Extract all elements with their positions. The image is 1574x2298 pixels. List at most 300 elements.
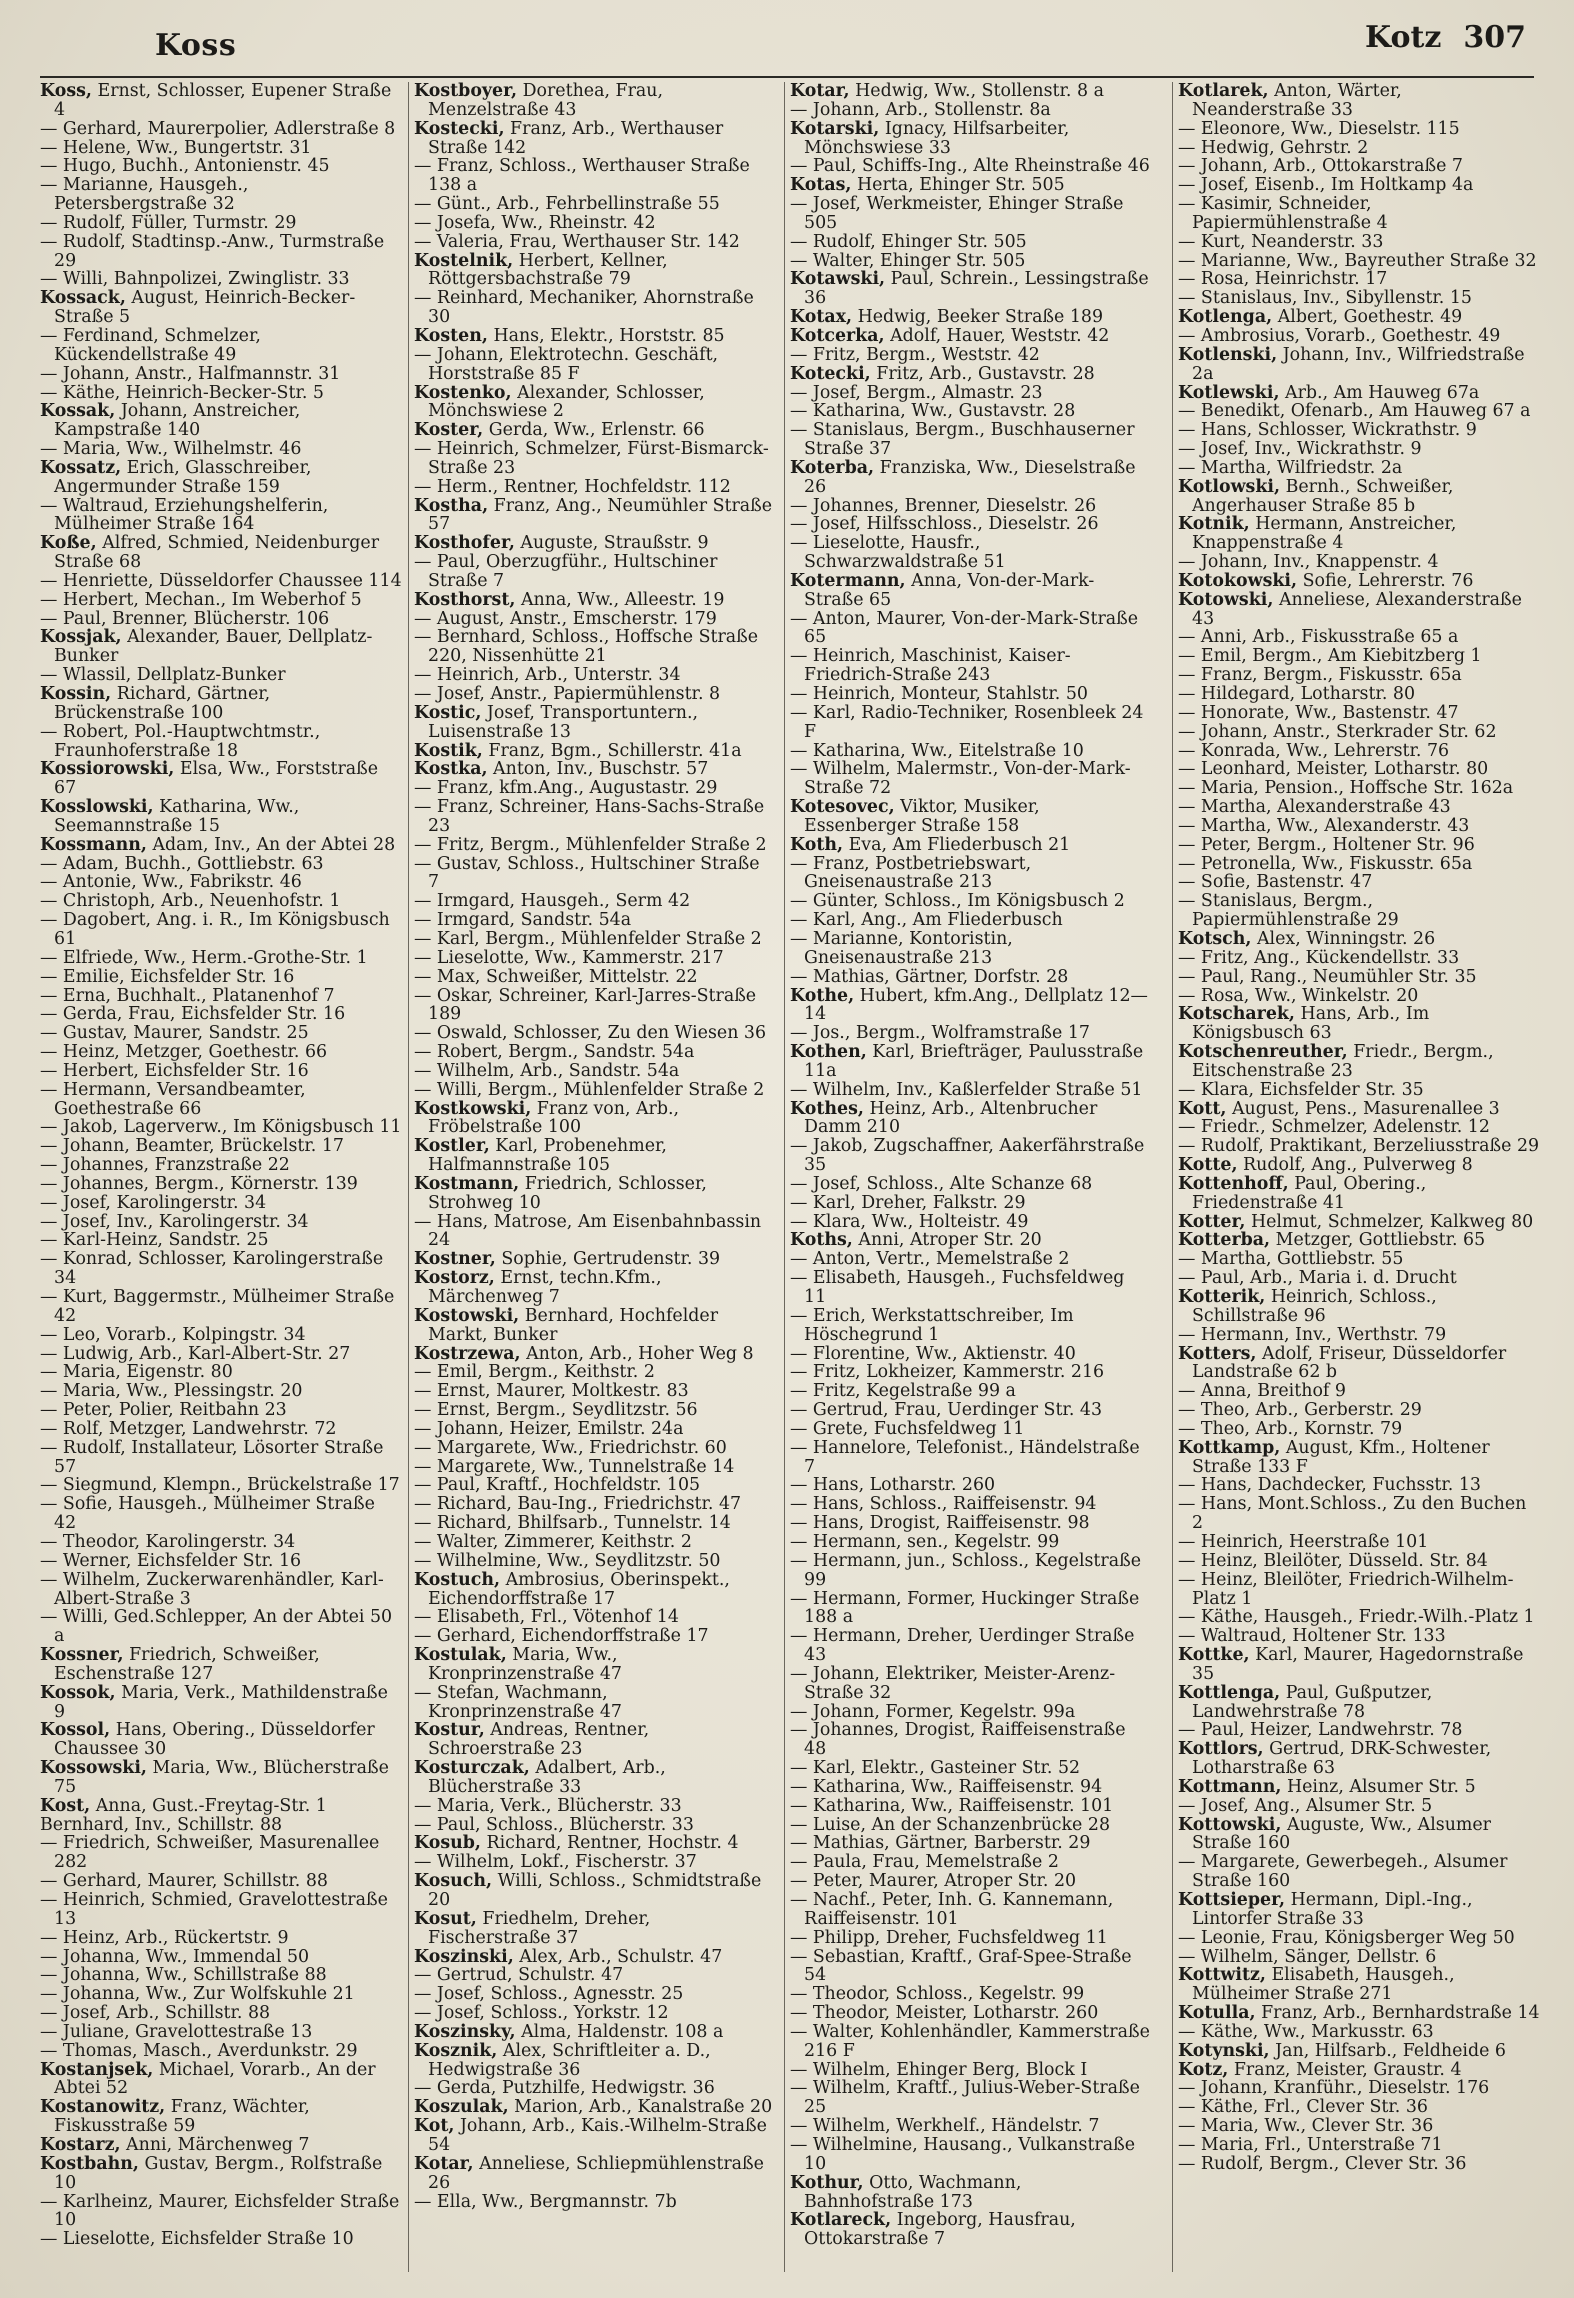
entry-details: — Johannes, Franzstraße 22: [40, 1155, 290, 1176]
entry-details: — Hans, Dachdecker, Fuchsstr. 13: [1178, 1475, 1481, 1496]
directory-entry: [790, 911, 1152, 930]
entry-surname: Kostler,: [414, 1136, 490, 1157]
directory-entry: [1178, 685, 1540, 704]
entry-details: — Maria, Verk., Blücherstr. 33: [414, 1795, 682, 1816]
entry-details: — Johann, Heizer, Emilstr. 24a: [414, 1418, 684, 1439]
entry-details: — Waltraud, Holtener Str. 133: [1178, 1626, 1446, 1647]
directory-entry: [790, 1194, 1152, 1213]
entry-details: — Johann, Inv., Knappenstr. 4: [1178, 552, 1439, 573]
directory-entry: [790, 1043, 1152, 1081]
entry-surname: Kossok,: [40, 1682, 116, 1703]
directory-entry: [790, 1514, 1152, 1533]
directory-entry: [414, 289, 776, 327]
entry-details: — Philipp, Dreher, Fuchsfeldweg 11: [790, 1927, 1108, 1948]
directory-entry: [40, 270, 402, 289]
entry-details: Bernhard, Inv., Schillstr. 88: [40, 1814, 283, 1835]
column-3: [790, 82, 1152, 2272]
directory-entry: [414, 779, 776, 798]
entry-details: — Franz, Bergm., Fiskusstr. 65a: [1178, 665, 1462, 686]
entry-surname: Kostecki,: [414, 118, 505, 139]
directory-entry: [414, 120, 776, 158]
directory-entry: [40, 1891, 402, 1929]
directory-entry: [414, 1062, 776, 1081]
directory-entry: [790, 1816, 1152, 1835]
entry-details: Karl, Maurer, Hagedornstraße 35: [1192, 1645, 1524, 1684]
entry-details: — Gerda, Putzhilfe, Hedwigstr. 36: [414, 2078, 715, 2099]
directory-entry: [790, 1721, 1152, 1759]
directory-entry: [790, 1891, 1152, 1929]
directory-entry: [1178, 1439, 1540, 1477]
directory-entry: [414, 2023, 776, 2042]
header-left-title: Koss: [155, 28, 237, 63]
directory-entry: [790, 2117, 1152, 2136]
entry-details: Hubert, kfm.Ang., Dellplatz 12—14: [804, 985, 1148, 1025]
entry-details: — Wilhelm, Kraftf., Julius-Weber-Straße 25: [790, 2078, 1140, 2118]
entry-details: — Johann, Elektriker, Meister-Arenz-Straße 32: [790, 1663, 1116, 1703]
directory-entry: [790, 647, 1152, 685]
entry-surname: Kosut,: [414, 1908, 477, 1929]
directory-entry: [40, 1175, 402, 1194]
entry-details: Michael, Vorarb., An der Abtei 52: [54, 2059, 376, 2099]
entry-details: — Sebastian, Kraftf., Graf-Spee-Straße 54: [790, 1946, 1132, 1986]
entry-details: — Käthe, Frl., Clever Str. 36: [1178, 2097, 1428, 2118]
directory-entry: [790, 1797, 1152, 1816]
directory-entry: [790, 2079, 1152, 2117]
directory-entry: [790, 1175, 1152, 1194]
directory-entry: [790, 610, 1152, 648]
column-divider: [408, 82, 409, 2272]
entry-details: — Ambrosius, Vorarb., Goethestr. 49: [1178, 325, 1501, 346]
entry-surname: Kot,: [414, 2116, 455, 2137]
entry-details: — Wilhelm, Inv., Kaßlerfelder Straße 51: [790, 1079, 1143, 1100]
entry-details: — Konrada, Ww., Lehrerstr. 76: [1178, 740, 1450, 761]
entry-details: Maria, Verk., Mathildenstraße 9: [54, 1682, 388, 1722]
directory-entry: [414, 1533, 776, 1552]
directory-entry: [790, 685, 1152, 704]
entry-surname: Kosub,: [414, 1833, 481, 1854]
entry-surname: Kostboyer,: [414, 82, 518, 101]
entry-details: — Jakob, Lagerverw., Im Königsbusch 11: [40, 1117, 402, 1138]
entry-details: — Paul, Rang., Neumühler Str. 35: [1178, 966, 1477, 987]
directory-entry: [1178, 704, 1540, 723]
entry-details: — Hermann, Dreher, Uerdinger Straße 43: [790, 1626, 1135, 1666]
entry-details: Hans, Arb., Im Königsbusch 63: [1192, 1004, 1430, 1044]
directory-entry: [790, 1401, 1152, 1420]
entry-surname: Kostka,: [414, 759, 488, 780]
entry-details: Friedrich, Schweißer, Eschenstraße 127: [54, 1645, 320, 1684]
entry-details: Elisabeth, Hausgeh., Mülheimer Straße 271: [1192, 1965, 1455, 2005]
entry-details: Auguste, Straußstr. 9: [514, 533, 709, 554]
directory-entry: [40, 1495, 402, 1533]
directory-entry: [40, 1834, 402, 1872]
entry-surname: Kothes,: [790, 1098, 864, 1119]
entry-details: — Johanna, Ww., Schillstraße 88: [40, 1965, 327, 1986]
entry-details: Marion, Arb., Kanalstraße 20: [508, 2097, 773, 2118]
entry-details: — Margarete, Ww., Tunnelstraße 14: [414, 1456, 735, 1477]
entry-details: — Johann, Beamter, Brückelstr. 17: [40, 1136, 344, 1157]
entry-surname: Kosturczak,: [414, 1758, 530, 1779]
entry-surname: Kotte,: [1178, 1155, 1238, 1176]
entry-surname: Kostik,: [414, 740, 483, 761]
directory-entry: [1178, 2117, 1540, 2136]
directory-entry: [40, 628, 402, 666]
directory-entry: [414, 1495, 776, 1514]
entry-details: Alex, Arb., Schulstr. 47: [513, 1946, 723, 1967]
directory-entry: [1178, 1288, 1540, 1326]
entry-surname: Kotsch,: [1178, 928, 1252, 949]
directory-entry: [790, 101, 1152, 120]
directory-entry: [414, 1420, 776, 1439]
entry-details: Ignacy, Hilfsarbeiter, Mönchswiese 33: [804, 118, 1070, 158]
entry-details: — Gertrud, Frau, Uerdinger Str. 43: [790, 1400, 1103, 1421]
directory-entry: [414, 1401, 776, 1420]
directory-entry: [1178, 723, 1540, 742]
entry-details: — Paula, Frau, Memelstraße 2: [790, 1852, 1059, 1873]
directory-entry: [1178, 628, 1540, 647]
entry-details: — Juliane, Gravelottestraße 13: [40, 2021, 313, 2042]
directory-entry: [1178, 327, 1540, 346]
directory-entry: [414, 1514, 776, 1533]
directory-entry: [40, 1816, 402, 1835]
entry-details: — Hugo, Buchh., Antonienstr. 45: [40, 156, 330, 177]
entry-surname: Kostelnik,: [414, 250, 514, 271]
entry-details: — Lieselotte, Hausfr., Schwarzwaldstraße 51: [790, 533, 1006, 573]
directory-entry: [40, 139, 402, 158]
directory-entry: [790, 270, 1152, 308]
directory-entry: [790, 1081, 1152, 1100]
entry-details: Franziska, Ww., Dieselstraße 26: [804, 457, 1136, 497]
directory-entry: [414, 892, 776, 911]
entry-details: — Oswald, Schlosser, Zu den Wiesen 36: [414, 1023, 767, 1044]
entry-details: — Hedwig, Gehrstr. 2: [1178, 137, 1369, 158]
entry-details: — Rudolf, Füller, Turmstr. 29: [40, 212, 297, 233]
directory-entry: [1178, 1118, 1540, 1137]
directory-entry: [40, 214, 402, 233]
directory-entry: [790, 1250, 1152, 1269]
directory-entry: [40, 2098, 402, 2136]
entry-surname: Kostha,: [414, 495, 489, 516]
entry-details: — Karl, Ang., Am Fliederbusch: [790, 910, 1063, 931]
directory-entry: [414, 534, 776, 553]
directory-entry: [40, 1646, 402, 1684]
entry-details: — Stanislaus, Inv., Sibyllenstr. 15: [1178, 288, 1472, 309]
entry-details: — Käthe, Hausgeh., Friedr.-Wilh.-Platz 1: [1178, 1607, 1535, 1628]
entry-details: — Josef, Werkmeister, Ehinger Straße 505: [790, 194, 1124, 233]
entry-details: — Katharina, Ww., Gustavstr. 28: [790, 401, 1076, 422]
directory-entry: [414, 1627, 776, 1646]
entry-details: — Herbert, Eichsfelder Str. 16: [40, 1060, 309, 1081]
entry-details: Friedrich, Schlosser, Strohweg 10: [428, 1173, 707, 1213]
directory-entry: [40, 760, 402, 798]
entry-details: Johann, Inv., Wilfriedstraße 2a: [1192, 344, 1525, 384]
directory-entry: [1178, 1853, 1540, 1891]
entry-details: — Gertrud, Schulstr. 47: [414, 1965, 624, 1986]
directory-entry: [414, 2098, 776, 2117]
directory-entry: [790, 760, 1152, 798]
directory-entry: [790, 421, 1152, 459]
entry-details: — Karl, Elektr., Gasteiner Str. 52: [790, 1758, 1081, 1779]
entry-details: — Rosa, Heinrichstr. 17: [1178, 269, 1388, 290]
entry-details: — Walter, Zimmerer, Keithstr. 2: [414, 1531, 692, 1552]
entry-details: Franz, Ang., Neumühler Straße 57: [428, 495, 773, 535]
directory-entry: [40, 666, 402, 685]
entry-details: — Hermann, Inv., Werthstr. 79: [1178, 1324, 1447, 1345]
entry-details: Ambrosius, Oberinspekt., Eichendorffstraße 17: [428, 1569, 730, 1609]
directory-entry: [40, 1533, 402, 1552]
entry-details: Katharina, Ww., Seemannstraße 15: [54, 797, 300, 836]
directory-entry: [414, 1684, 776, 1722]
entry-details: Paul, Obering., Friedenstraße 41: [1192, 1173, 1427, 1213]
entry-surname: Kostner,: [414, 1249, 496, 1270]
entry-details: Albert, Goethestr. 49: [1272, 307, 1463, 328]
entry-details: Franz, Wächter, Fiskusstraße 59: [54, 2097, 310, 2137]
directory-entry: [414, 2155, 776, 2193]
entry-details: — Johann, Former, Kegelstr. 99a: [790, 1701, 1076, 1722]
column-4: [1178, 82, 1540, 2272]
column-divider: [784, 82, 785, 2272]
directory-entry: [790, 515, 1152, 534]
directory-entry: [790, 327, 1152, 346]
directory-entry: [1178, 176, 1540, 195]
entry-details: Paul, Schrein., Lessingstraße 36: [804, 269, 1149, 309]
directory-entry: [790, 1703, 1152, 1722]
directory-entry: [414, 2117, 776, 2155]
directory-entry: [40, 968, 402, 987]
directory-entry: [1178, 1100, 1540, 1119]
directory-entry: [40, 440, 402, 459]
entry-details: Helmut, Schmelzer, Kalkweg 80: [1245, 1211, 1534, 1232]
entry-details: Otto, Wachmann, Bahnhofstraße 173: [804, 2172, 1022, 2212]
entry-details: — Wilhelm, Werkhelf., Händelstr. 7: [790, 2116, 1100, 2137]
entry-details: — Franz, Schloss., Werthauser Straße 138 a: [414, 156, 750, 196]
entry-surname: Kotlareck,: [790, 2210, 892, 2231]
entry-details: — Ernst, Maurer, Moltkestr. 83: [414, 1381, 689, 1402]
entry-details: — Theo, Arb., Gerberstr. 29: [1178, 1400, 1422, 1421]
entry-surname: Koths,: [790, 1230, 853, 1251]
entry-surname: Kotesovec,: [790, 797, 895, 818]
entry-surname: Kosten,: [414, 325, 488, 346]
directory-entry: [414, 1458, 776, 1477]
entry-details: — August, Anstr., Emscherstr. 179: [414, 608, 717, 629]
directory-entry: [40, 402, 402, 440]
entry-details: — Johann, Elektrotechn. Geschäft, Horststraße 85 F: [414, 344, 719, 384]
directory-entry: [1178, 1721, 1540, 1740]
directory-entry: [414, 987, 776, 1025]
entry-details: — Reinhard, Mechaniker, Ahornstraße 30: [414, 288, 754, 328]
directory-entry: [40, 1872, 402, 1891]
entry-details: — Kurt, Neanderstr. 33: [1178, 231, 1384, 252]
entry-surname: Kostic,: [414, 702, 482, 723]
directory-entry: [790, 120, 1152, 158]
entry-surname: Kott,: [1178, 1098, 1227, 1119]
entry-details: — Ella, Ww., Bergmannstr. 7b: [414, 2191, 677, 2212]
entry-details: — Jakob, Zugschaffner, Aakerfährstraße 35: [790, 1136, 1145, 1176]
entry-details: Bernh., Schweißer, Angerhauser Straße 85 b: [1192, 476, 1454, 516]
directory-entry: [40, 1250, 402, 1288]
entry-details: — Heinrich, Schmied, Gravelottestraße 13: [40, 1890, 388, 1929]
directory-entry: [1178, 1740, 1540, 1778]
entry-surname: Kottlenga,: [1178, 1682, 1281, 1703]
directory-entry: [790, 308, 1152, 327]
entry-details: — Hans, Drogist, Raiffeisenstr. 98: [790, 1513, 1090, 1534]
directory-entry: [790, 1100, 1152, 1138]
entry-details: — Gustav, Maurer, Sandstr. 25: [40, 1023, 309, 1044]
entry-details: — Elfriede, Ww., Herm.-Grothe-Str. 1: [40, 947, 368, 968]
entry-details: — Lieselotte, Ww., Kammerstr. 217: [414, 947, 724, 968]
entry-details: — Maria, Frl., Unterstraße 71: [1178, 2134, 1443, 2155]
header-right: [1343, 20, 1526, 55]
directory-entry: [40, 233, 402, 271]
entry-details: — Margarete, Ww., Friedrichstr. 60: [414, 1437, 727, 1458]
entry-details: — Hannelore, Telefonist., Händelstraße 7: [790, 1437, 1140, 1477]
entry-details: — Waltraud, Erziehungshelferin, Mülheimer Straße 164: [40, 495, 329, 535]
directory-entry: [1178, 949, 1540, 968]
entry-details: — Mathias, Gärtner, Barberstr. 29: [790, 1833, 1091, 1854]
directory-entry: [790, 742, 1152, 761]
entry-details: Alexander, Schlosser, Mönchswiese 2: [428, 382, 705, 422]
entry-details: — Jos., Bergm., Wolframstraße 17: [790, 1023, 1090, 1044]
directory-entry: [790, 1269, 1152, 1307]
directory-entry: [414, 1024, 776, 1043]
entry-details: — Klara, Eichsfelder Str. 35: [1178, 1079, 1424, 1100]
entry-details: — Herbert, Mechan., Im Weberhof 5: [40, 589, 362, 610]
directory-entry: [1178, 120, 1540, 139]
directory-entry: [40, 911, 402, 949]
directory-entry: [1178, 252, 1540, 271]
entry-details: Anton, Arb., Hoher Weg 8: [520, 1343, 754, 1364]
directory-entry: [40, 610, 402, 629]
entry-details: — Sofie, Bastenstr. 47: [1178, 872, 1373, 893]
entry-surname: Kostuch,: [414, 1569, 501, 1590]
entry-details: — Maria, Ww., Clever Str. 36: [1178, 2116, 1434, 2137]
directory-entry: [790, 2004, 1152, 2023]
entry-surname: Koszulak,: [414, 2097, 509, 2118]
entry-details: — Heinz, Metzger, Goethestr. 66: [40, 1042, 328, 1063]
directory-entry: [790, 1778, 1152, 1797]
directory-entry: [40, 1194, 402, 1213]
entry-details: — Margarete, Gewerbegeh., Alsumer Straße 160: [1178, 1852, 1508, 1892]
entry-surname: Kostulak,: [414, 1645, 507, 1666]
entry-details: — Dagobert, Ang. i. R., Im Königsbusch 61: [40, 910, 390, 949]
directory-entry: [1178, 1797, 1540, 1816]
entry-details: Gertrud, DRK-Schwester, Lotharstraße 63: [1192, 1739, 1492, 1779]
entry-details: Heinz, Arb., Altenbruchеr Damm 210: [804, 1098, 1098, 1138]
directory-entry: [414, 911, 776, 930]
entry-details: — Franz, Postbetriebswart, Gneisenaustraße 213: [790, 853, 1032, 893]
directory-entry: [40, 157, 402, 176]
directory-entry: [1178, 1156, 1540, 1175]
entry-surname: Kostur,: [414, 1720, 485, 1741]
entry-surname: Kostmann,: [414, 1173, 520, 1194]
entry-details: — Max, Schweißer, Mittelstr. 22: [414, 966, 698, 987]
directory-entry: [40, 1929, 402, 1948]
directory-entry: [790, 1231, 1152, 1250]
directory-entry: [1178, 647, 1540, 666]
entry-details: — Benedikt, Ofenarb., Am Hauweg 67 a: [1178, 401, 1531, 422]
directory-entry: [790, 497, 1152, 516]
entry-details: — Marianne, Hausgeh., Petersbergstraße 32: [40, 175, 249, 215]
entry-details: — Theodor, Schloss., Kegelstr. 99: [790, 1984, 1085, 2005]
directory-entry: [790, 1024, 1152, 1043]
directory-entry: [1178, 1326, 1540, 1345]
directory-entry: [414, 2193, 776, 2212]
directory-entry: [414, 685, 776, 704]
entry-details: Viktor, Musiker, Essenberger Straße 158: [804, 797, 1040, 836]
entry-details: — Valeria, Frau, Werthauser Str. 142: [414, 231, 740, 252]
entry-surname: Kostanowitz,: [40, 2097, 166, 2118]
directory-entry: [40, 2042, 402, 2061]
entry-details: — Elisabeth, Frl., Vötenhof 14: [414, 1607, 679, 1628]
directory-entry: [1178, 1646, 1540, 1684]
directory-entry: [1178, 779, 1540, 798]
directory-entry: [1178, 2155, 1540, 2174]
entry-details: Friedhelm, Dreher, Fischerstraße 37: [428, 1908, 651, 1948]
entry-surname: Kotz,: [1178, 2059, 1229, 2080]
entry-details: — Heinz, Arb., Rückertstr. 9: [40, 1927, 289, 1948]
entry-details: — Josef, Schloss., Agnesstr. 25: [414, 1984, 684, 2005]
directory-entry: [790, 855, 1152, 893]
entry-details: — Karl, Dreher, Falkstr. 29: [790, 1192, 1026, 1213]
entry-details: Anneliese, Alexanderstraße 43: [1192, 589, 1522, 629]
directory-entry: [40, 873, 402, 892]
entry-surname: Koster,: [414, 420, 484, 441]
directory-entry: [1178, 836, 1540, 855]
entry-details: — Helene, Ww., Bungertstr. 31: [40, 137, 312, 158]
directory-entry: [790, 2211, 1152, 2249]
directory-entry: [1178, 270, 1540, 289]
entry-details: — Rolf, Metzger, Landwehrstr. 72: [40, 1418, 337, 1439]
entry-details: — Erna, Buchhalt., Platanenhof 7: [40, 985, 335, 1006]
entry-details: — Werner, Eichsfelder Str. 16: [40, 1550, 302, 1571]
entry-surname: Koszinsky,: [414, 2021, 516, 2042]
directory-entry: [1178, 930, 1540, 949]
entry-details: Anneliese, Schliepmühlenstraße 26: [428, 2153, 764, 2193]
directory-entry: [40, 1043, 402, 1062]
directory-entry: [1178, 308, 1540, 327]
entry-details: — Josef, Inv., Karolingerstr. 34: [40, 1211, 309, 1232]
entry-details: — Marianne, Ww., Bayreuther Straße 32: [1178, 250, 1537, 271]
directory-entry: [414, 157, 776, 195]
directory-entry: [790, 1627, 1152, 1665]
directory-entry: [1178, 195, 1540, 233]
entry-details: — Heinrich, Arb., Unterstr. 34: [414, 665, 681, 686]
entry-details: — Johannes, Bergm., Körnerstr. 139: [40, 1173, 358, 1194]
directory-entry: [1178, 798, 1540, 817]
directory-entry: [1178, 2098, 1540, 2117]
entry-details: Bernhard, Hochfelder Markt, Bunker: [428, 1305, 719, 1345]
entry-surname: Kostenko,: [414, 382, 512, 403]
header-rule: [40, 76, 1534, 78]
entry-details: Richard, Rentner, Hochstr. 4: [480, 1833, 739, 1854]
entry-surname: Kottenhoff,: [1178, 1173, 1289, 1194]
entry-surname: Koterba,: [790, 457, 875, 478]
directory-entry: [414, 742, 776, 761]
entry-details: Anton, Wärter, Neanderstraße 33: [1192, 82, 1402, 120]
entry-details: Maria, Ww., Blücherstraße 75: [54, 1758, 389, 1797]
entry-details: — Josef, Ang., Alsumer Str. 5: [1178, 1795, 1433, 1816]
entry-details: — Friedr., Schmelzer, Adelenstr. 12: [1178, 1117, 1490, 1138]
entry-details: — Erich, Werkstattschreiber, Im Höschegrund 1: [790, 1305, 1074, 1345]
entry-details: — Josef, Eisenb., Im Holtkamp 4a: [1178, 175, 1474, 196]
directory-entry: [1178, 1005, 1540, 1043]
directory-entry: [790, 1948, 1152, 1986]
entry-details: — Petronella, Ww., Fiskusstr. 65a: [1178, 853, 1473, 874]
directory-entry: [1178, 553, 1540, 572]
entry-details: — Paul, Oberzugführ., Hultschiner Straße 7: [414, 552, 718, 591]
entry-details: Adolf, Friseur, Düsseldorfer Landstraße 62 b: [1192, 1343, 1507, 1383]
entry-details: Adolf, Hauer, Weststr. 42: [884, 325, 1110, 346]
directory-entry: [40, 1966, 402, 1985]
